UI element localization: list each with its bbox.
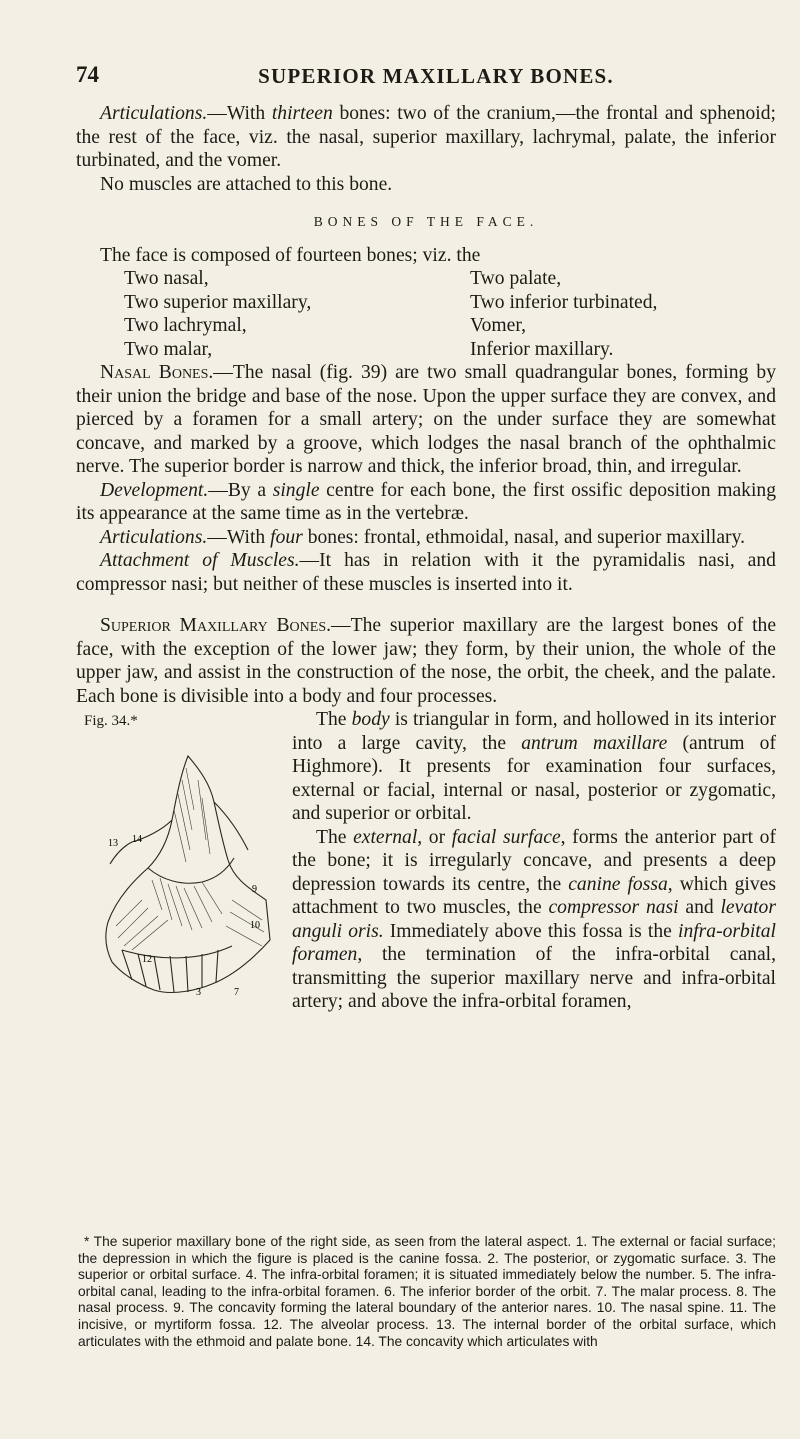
page-header xyxy=(76,62,776,92)
figure-number: 13 xyxy=(108,838,118,849)
maxillary-heading: Superior Maxillary Bones. xyxy=(100,615,332,636)
figure-number: 7 xyxy=(234,987,239,998)
nasal-paragraph: Nasal Bones.—The nasal (fig. 39) are two small quadrangular bones, forming by their union the bridge and base of the nose. Upon the upper surface they are convex, and pierced by a foramen for a small artery; on the under surface they are somewhat concave, and marked by a groove, which lodges the nasal branch of the ophthalmic nerve. The superior border is narrow and thick, the inferior broad, thin, and irregular. xyxy=(76,362,776,477)
figure-34 xyxy=(76,708,284,1114)
development-paragraph: Development.—By a single centre for each bone, the first ossific deposition making its appearance at the same time as in the vertebræ. xyxy=(76,479,776,524)
list-item: Vomer, xyxy=(470,315,526,336)
attachment-paragraph: Attachment of Muscles.—It has in relation with it the pyramidalis nasi, and compressor nasi; but neither of these muscles is inserted into it. xyxy=(76,550,776,595)
list-item: Two inferior turbinated, xyxy=(470,291,658,313)
running-title: SUPERIOR MAXILLARY BONES. xyxy=(258,64,614,88)
articulations-paragraph: Articulations.—With thirteen bones: two of the cranium,—the frontal and sphenoid; the rest of the face, viz. the nasal, superior maxillary, lachrymal, palate, the inferior turbinated, and the vomer. xyxy=(76,103,776,171)
list-item: Inferior maxillary. xyxy=(470,338,614,360)
maxillary-bone-illustration xyxy=(102,750,274,1000)
body-paragraph: The body is triangular in form, and hollowed in its interior into a large cavity, the antrum maxillare (antrum of Highmore). It presents for examination four surfaces, external or facial, internal or nasal, posterior or zygomatic, and superior or orbital. xyxy=(292,709,776,824)
figure-number: 3 xyxy=(196,987,201,998)
list-item: Two malar, xyxy=(124,338,213,360)
page-number: 74 xyxy=(76,62,99,87)
list-item: Two nasal, xyxy=(124,268,209,289)
face-lead: The face is composed of fourteen bones; viz. the xyxy=(100,244,481,266)
muscles-paragraph: No muscles are attached to this bone. xyxy=(100,173,393,195)
footnote-text: * The superior maxillary bone of the right side, as seen from the lateral aspect. 1. The external or facial surface; the depression in which the figure is placed is the canine fossa. 2. The posterior, or zygomatic surface. 3. The superior or orbital surface. 4. The infra-orbital foramen; it is situated immediately below the number. 5. The infra-orbital canal, leading to the infra-orbital foramen. 6. The inferior border of the orbit. 7. The malar process. 8. The nasal process. 9. The concavity forming the lateral boundary of the anterior nares. 10. The nasal spine. 11. The incisive, or myrtiform fossa. 12. The alveolar process. 13. The internal border of the orbital surface, which articulates with the ethmoid and palate bone. 14. The concavity which articulates with xyxy=(78,1234,776,1349)
section-title: BONES OF THE FACE. xyxy=(313,214,539,229)
figure-number: 9 xyxy=(252,884,257,895)
nasal-heading: Nasal Bones. xyxy=(100,362,214,383)
articulations-label: Articulations. xyxy=(100,103,208,124)
list-item: Two palate, xyxy=(470,268,562,289)
nasal-articulations-paragraph: Articulations.—With four bones: frontal, ethmoidal, nasal, and superior maxillary. xyxy=(100,526,745,548)
maxillary-paragraph: Superior Maxillary Bones.—The superior maxillary are the largest bones of the face, with the exception of the lower jaw; they form, by their union, the whole of the upper jaw, and assist in the construction of the nose, the orbit, the cheek, and the palate. Each bone is divisible into a body and four processes. xyxy=(76,615,777,707)
figure-number: 12 xyxy=(142,954,152,965)
list-item: Two lachrymal, xyxy=(124,315,247,336)
external-surface-paragraph: The external, or facial surface, forms the anterior part of the bone; it is irregularly concave, and presents a deep depression towards its centre, the canine fossa, which gives attachment to two muscles, the compressor nasi and levator anguli oris. Immediately above this fossa is the infra-orbital foramen, the termination of the infra-orbital canal, transmitting the superior maxillary nerve and infra-orbital artery; and above the infra-orbital foramen, xyxy=(292,826,776,1012)
footnote xyxy=(78,1234,776,1350)
figure-caption: Fig. 34.* xyxy=(84,713,138,729)
page-body xyxy=(76,102,776,1114)
figure-number: 10 xyxy=(250,920,260,931)
bones-list xyxy=(76,267,776,361)
list-item: Two superior maxillary, xyxy=(124,291,312,313)
figure-block xyxy=(76,708,776,1014)
figure-number: 14 xyxy=(132,834,142,845)
